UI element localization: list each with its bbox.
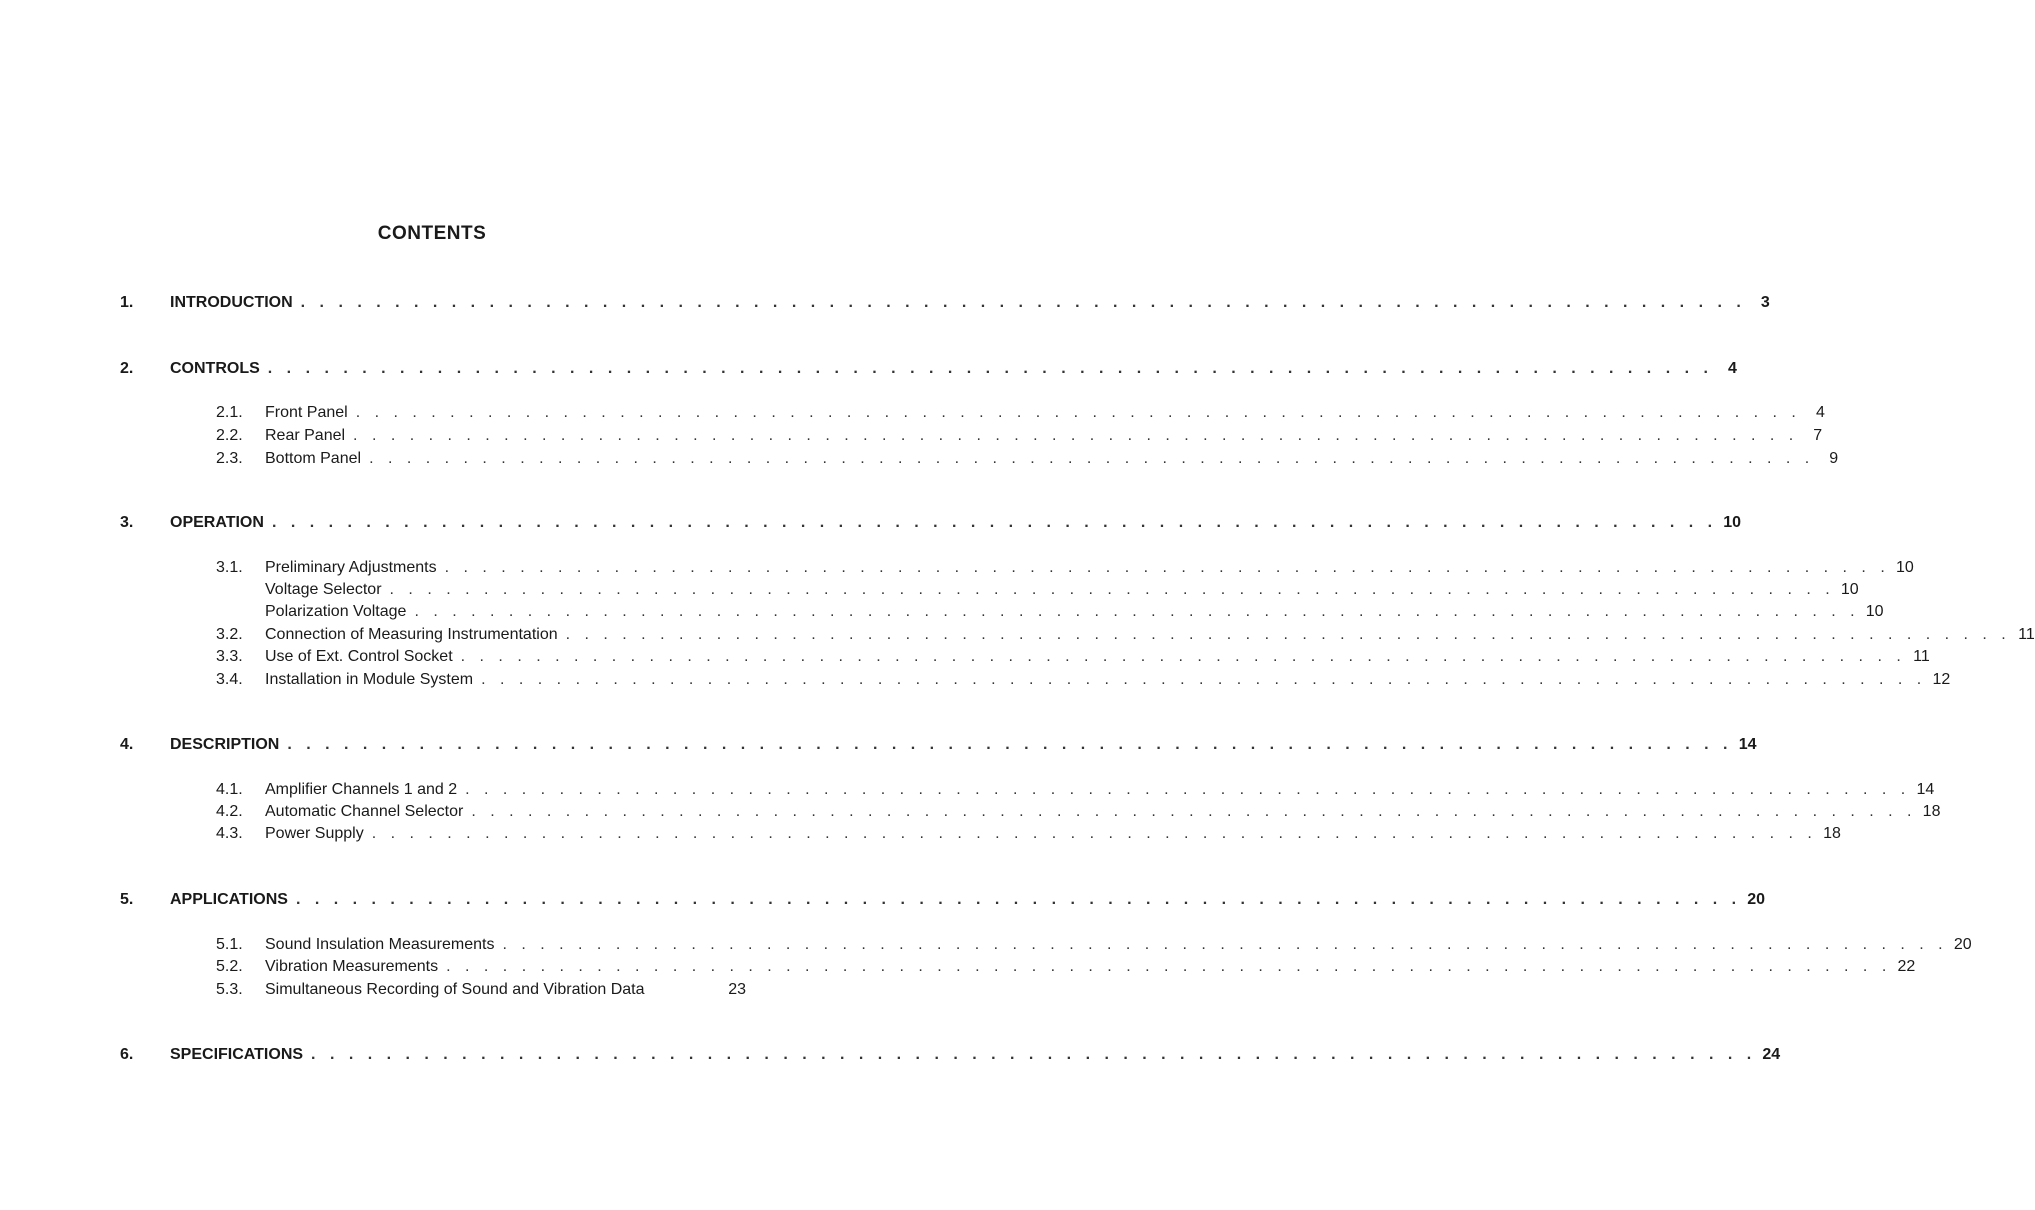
dot-leader: . . . . . . . . . . . . . . . . . . . . . . . . . . . . . . . . . . . . . . . . . . . . . . . . . . . . . . . . . . . . . . . . . . . . . . . . . . . . . (355, 404, 1801, 421)
dot-leader: . . . . . . . . . . . . . . . . . . . . . . . . . . . . . . . . . . . . . . . . . . . . . . . . . . . . . . . . . . . . . . . . . . . . . . . . . . . . . (271, 514, 1718, 531)
subsection-number: 4.1. (216, 781, 243, 798)
subsection-page-number: 20 (1953, 936, 1972, 953)
subsection-page-number: 18 (1823, 825, 1841, 842)
dot-leader: . . . . . . . . . . . . . . . . . . . . . . . . . . . . . . . . . . . . . . . . . . . . . . . . . . . . . . . . . . . . . . . . . . . . . . . . . . . . . (460, 648, 1906, 665)
subsection-number: 3.4. (216, 671, 243, 688)
subsection-page-number: 7 (1813, 427, 1823, 444)
subsection-label: Preliminary Adjustments (265, 559, 437, 576)
dot-leader: . . . . . . . . . . . . . . . . . . . . . . . . . . . . . . . . . . . . . . . . . . . . . . . . . . . . . . . . . . . . . . . . . . . . . . . . . . . . . (371, 825, 1817, 842)
dot-leader: . . . . . . . . . . . . . . . . . . . . . . . . . . . . . . . . . . . . . . . . . . . . . . . . . . . . . . . . . . . . . . . . . . . . . . . . . . . . . (300, 294, 1746, 311)
section-page-number: 4 (1728, 360, 1737, 377)
subsection-number: 5.3. (216, 981, 243, 998)
section-page-number: 3 (1760, 294, 1770, 311)
section-page-number: 10 (1723, 514, 1742, 531)
dot-leader: . . . . . . . . . . . . . . . . . . . . . . . . . . . . . . . . . . . . . . . . . . . . . . . . . . . . . . . . . . . . . . . . . . . . . . . . . . . . . (414, 603, 1860, 620)
section-page-number: 14 (1738, 736, 1757, 753)
dot-leader: . . . . . . . . . . . . . . . . . . . . . . . . . . . . . . . . . . . . . . . . . . . . . . . . . . . . . . . . . . . . . . . . . . . . . . . . . . . . . (465, 781, 1911, 798)
subsection-label: Amplifier Channels 1 and 2 (265, 781, 458, 798)
toc-section-applications[interactable] (120, 888, 1766, 912)
subsection-label: Use of Ext. Control Socket (265, 648, 453, 665)
dot-leader: . . . . . . . . . . . . . . . . . . . . . . . . . . . . . . . . . . . . . . . . . . . . . . . . . . . . . . . . . . . . . . . . . . . . . . . . . . . . . (287, 736, 1733, 753)
section-number: 6. (120, 1046, 134, 1063)
subsection-label: Polarization Voltage (265, 603, 407, 620)
toc-section-description[interactable] (120, 733, 1757, 757)
toc-section-specifications[interactable] (120, 1043, 1781, 1067)
subsection-page-number: 23 (728, 981, 746, 998)
subsection-label: Installation in Module System (265, 671, 474, 688)
subsection-page-number: 10 (1840, 581, 1859, 598)
subsection-number: 4.2. (216, 803, 243, 820)
dot-leader: . . . . . . . . . . . . . . . . . . . . . . . . . . . . . . . . . . . . . . . . . . . . . . . . . . . . . . . . . . . . . . . . . . . . . . . . . . . . . (444, 559, 1890, 576)
toc-section-controls[interactable] (120, 357, 1737, 381)
dot-leader: . . . . . . . . . . . . . . . . . . . . . . . . . . . . . . . . . . . . . . . . . . . . . . . . . . . . . . . . . . . . . . . . . . . . . . . . . . . . . (502, 936, 1948, 953)
dot-leader: . . . . . . . . . . . . . . . . . . . . . . . . . . . . . . . . . . . . . . . . . . . . . . . . . . . . . . . . . . . . . . . . . . . . . . . . . . . . . (267, 360, 1713, 377)
subsection-label: Simultaneous Recording of Sound and Vibration Data (265, 981, 645, 998)
dot-leader: . . . . . . . . . . . . . . . . . . . . . . . . . . . . . . . . . . . . . . . . . . . . . . . . . . . . . . . . . . . . . . . . . . . . . . . . . . . . . (353, 427, 1799, 444)
subsection-label: Power Supply (265, 825, 364, 842)
dot-leader: . . . . . . . . . . . . . . . . . . . . . . . . . . . . . . . . . . . . . . . . . . . . . . . . . . . . . . . . . . . . . . . . . . . . . . . . . . . . . (565, 626, 2011, 643)
subsection-number: 3.1. (216, 559, 243, 576)
subsection-page-number: 14 (1916, 781, 1935, 798)
section-label: INTRODUCTION (170, 294, 293, 311)
dot-leader: . . . . . . . . . . . . . . . . . . . . . . . . . . . . . . . . . . . . . . . . . . . . . . . . . . . . . . . . . . . . . . . . . . . . . . . . . . . . . (369, 450, 1815, 467)
subsection-page-number: 22 (1897, 958, 1916, 975)
subsection-number: 3.2. (216, 626, 243, 643)
subsection-number: 2.1. (216, 404, 243, 421)
dot-leader: . . . . . . . . . . . . . . . . . . . . . . . . . . . . . . . . . . . . . . . . . . . . . . . . . . . . . . . . . . . . . . . . . . . . . . . . . . . . . (471, 803, 1917, 820)
subsection-number: 2.3. (216, 450, 243, 467)
dot-leader: . . . . . . . . . . . . . . . . . . . . . . . . . . . . . . . . . . . . . . . . . . . . . . . . . . . . . . . . . . . . . . . . . . . . . . . . . . . . . (446, 958, 1892, 975)
toc-subsection-polarization-voltage[interactable] (265, 600, 1884, 624)
section-number: 2. (120, 360, 134, 377)
subsection-label: Voltage Selector (265, 581, 382, 598)
section-page-number: 24 (1762, 1046, 1781, 1063)
toc-section-operation[interactable] (120, 511, 1742, 535)
section-label: OPERATION (170, 514, 264, 531)
toc-subsection-amplifier-channels[interactable] (216, 778, 1935, 802)
subsection-label: Vibration Measurements (265, 958, 439, 975)
section-number: 3. (120, 514, 134, 531)
subsection-page-number: 18 (1922, 803, 1941, 820)
subsection-number: 5.2. (216, 958, 243, 975)
section-number: 5. (120, 891, 134, 908)
dot-leader: . . . . . . . . . . . . . . . . . . . . . . . . . . . . . . . . . . . . . . . . . . . . . . . . . . . . . . . . . . . . . . . . . . . . . . . . . . . . . (481, 671, 1927, 688)
subsection-number: 4.3. (216, 825, 243, 842)
toc-subsection-channel-selector[interactable] (216, 800, 1941, 824)
toc-subsection-preliminary-adjustments[interactable] (216, 556, 1914, 580)
section-label: DESCRIPTION (170, 736, 280, 753)
subsection-number: 2.2. (216, 427, 243, 444)
toc-subsection-sound-insulation[interactable] (216, 933, 1972, 957)
subsection-label: Sound Insulation Measurements (265, 936, 495, 953)
subsection-label: Rear Panel (265, 427, 346, 444)
dot-leader: . . . . . . . . . . . . . . . . . . . . . . . . . . . . . . . . . . . . . . . . . . . . . . . . . . . . . . . . . . . . . . . . . . . . . . . . . . . . . (295, 891, 1742, 908)
page-title: CONTENTS (377, 223, 487, 244)
toc-subsection-voltage-selector[interactable] (265, 578, 1859, 602)
toc-subsection-bottom-panel[interactable] (216, 447, 1839, 471)
section-label: APPLICATIONS (170, 891, 288, 908)
section-number: 1. (120, 294, 134, 311)
toc-section-introduction[interactable] (120, 291, 1770, 315)
section-page-number: 20 (1747, 891, 1766, 908)
section-label: SPECIFICATIONS (170, 1046, 304, 1063)
toc-subsection-connection-instrumentation[interactable] (216, 623, 2035, 647)
subsection-number: 3.3. (216, 648, 243, 665)
subsection-label: Front Panel (265, 404, 348, 421)
toc-subsection-front-panel[interactable] (216, 401, 1825, 425)
subsection-page-number: 11 (1913, 648, 1930, 665)
subsection-page-number: 10 (1895, 559, 1914, 576)
toc-subsection-ext-control-socket[interactable] (216, 645, 1930, 669)
subsection-label: Bottom Panel (265, 450, 362, 467)
section-number: 4. (120, 736, 134, 753)
toc-subsection-simultaneous-recording[interactable] (216, 978, 746, 1002)
section-label: CONTROLS (170, 360, 260, 377)
dot-leader: . . . . . . . . . . . . . . . . . . . . . . . . . . . . . . . . . . . . . . . . . . . . . . . . . . . . . . . . . . . . . . . . . . . . . . . . . . . . . (311, 1046, 1757, 1063)
subsection-number: 5.1. (216, 936, 243, 953)
subsection-label: Automatic Channel Selector (265, 803, 464, 820)
dot-leader: . . . . . . . . . . . . . . . . . . . . . . . . . . . . . . . . . . . . . . . . . . . . . . . . . . . . . . . . . . . . . . . . . . . . . . . . . . . . . (389, 581, 1835, 598)
toc-subsection-power-supply[interactable] (216, 822, 1841, 846)
subsection-page-number: 12 (1932, 671, 1951, 688)
subsection-page-number: 9 (1829, 450, 1839, 467)
toc-subsection-module-system[interactable] (216, 668, 1951, 692)
subsection-page-number: 11 (2018, 626, 2035, 643)
toc-subsection-vibration-measurements[interactable] (216, 955, 1916, 979)
toc-subsection-rear-panel[interactable] (216, 424, 1823, 448)
subsection-label: Connection of Measuring Instrumentation (265, 626, 558, 643)
subsection-page-number: 10 (1865, 603, 1884, 620)
subsection-page-number: 4 (1815, 404, 1825, 421)
